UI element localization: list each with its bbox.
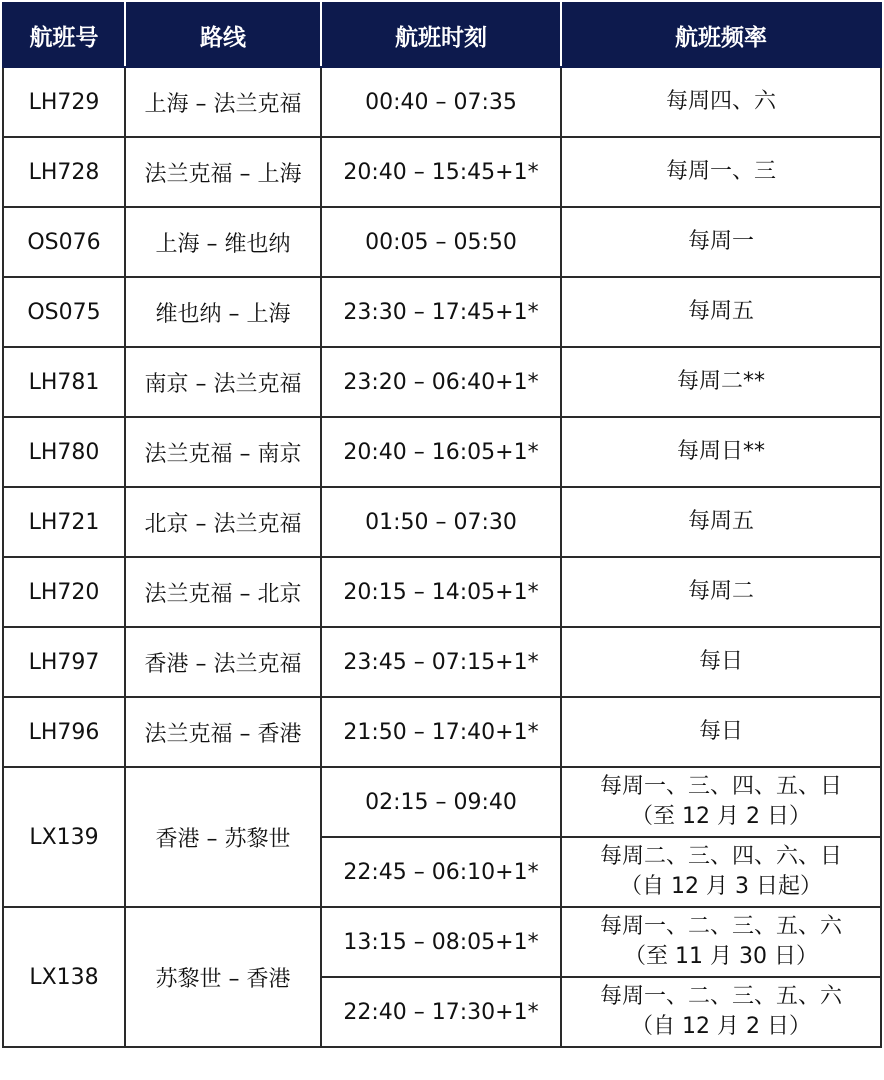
frequency-line: 每周四、六 (665, 89, 776, 114)
flight-number-cell: LH781 (3, 347, 125, 417)
table-row (3, 627, 881, 697)
route-cell: 法兰克福 – 北京 (125, 557, 321, 627)
frequency-line: 每周五 (687, 509, 754, 534)
header-flight-frequency: 航班频率 (561, 3, 881, 67)
flight-time-cell: 01:50 – 07:30 (321, 487, 561, 557)
frequency-cell (561, 417, 881, 487)
route-cell: 香港 – 苏黎世 (125, 767, 321, 907)
flight-number-cell: LH728 (3, 137, 125, 207)
frequency-line: 每日 (698, 719, 743, 744)
route-cell: 上海 – 维也纳 (125, 207, 321, 277)
header-flight-number: 航班号 (3, 3, 125, 67)
route-cell: 北京 – 法兰克福 (125, 487, 321, 557)
route-cell: 上海 – 法兰克福 (125, 67, 321, 137)
flight-time-cell: 22:45 – 06:10+1* (321, 837, 561, 907)
frequency-cell (561, 277, 881, 347)
table-header (3, 3, 881, 67)
table-row (3, 417, 881, 487)
frequency-line: 每周五 (687, 299, 754, 324)
flight-number-cell: LH796 (3, 697, 125, 767)
table-row (3, 487, 881, 557)
flight-time-cell: 02:15 – 09:40 (321, 767, 561, 837)
route-cell: 法兰克福 – 上海 (125, 137, 321, 207)
frequency-cell (561, 137, 881, 207)
flight-time-cell: 23:30 – 17:45+1* (321, 277, 561, 347)
frequency-line: （自 12 月 2 日） (631, 1014, 811, 1039)
flight-number-cell: OS076 (3, 207, 125, 277)
frequency-line: 每周二** (676, 369, 765, 394)
table-row (3, 347, 881, 417)
header-flight-time: 航班时刻 (321, 3, 561, 67)
frequency-line: 每周一、三、四、五、日 (599, 774, 842, 799)
frequency-cell (561, 977, 881, 1047)
frequency-line: （至 12 月 2 日） (631, 804, 811, 829)
frequency-line: 每周一、二、三、五、六 (599, 984, 842, 1009)
flight-schedule-table (2, 2, 882, 1048)
table-row (3, 557, 881, 627)
flight-number-cell: LH780 (3, 417, 125, 487)
frequency-cell (561, 67, 881, 137)
flight-schedule (2, 2, 880, 1048)
flight-time-cell: 23:45 – 07:15+1* (321, 627, 561, 697)
frequency-line: 每日 (698, 649, 743, 674)
frequency-line: 每周一、三 (665, 159, 776, 184)
flight-time-cell: 00:40 – 07:35 (321, 67, 561, 137)
flight-number-cell: LH729 (3, 67, 125, 137)
frequency-cell (561, 907, 881, 977)
route-cell: 法兰克福 – 香港 (125, 697, 321, 767)
flight-time-cell: 20:40 – 16:05+1* (321, 417, 561, 487)
table-row (3, 697, 881, 767)
frequency-cell (561, 557, 881, 627)
frequency-cell (561, 837, 881, 907)
route-cell: 法兰克福 – 南京 (125, 417, 321, 487)
table-row (3, 207, 881, 277)
flight-time-cell: 21:50 – 17:40+1* (321, 697, 561, 767)
table-row (3, 137, 881, 207)
flight-number-cell: LH720 (3, 557, 125, 627)
frequency-cell (561, 487, 881, 557)
frequency-cell (561, 347, 881, 417)
frequency-line: （至 11 月 30 日） (624, 944, 818, 969)
frequency-line: 每周二 (687, 579, 754, 604)
flight-time-cell: 20:40 – 15:45+1* (321, 137, 561, 207)
frequency-line: 每周日** (676, 439, 765, 464)
flight-number-cell: LH721 (3, 487, 125, 557)
frequency-line: 每周二、三、四、六、日 (599, 844, 842, 869)
flight-number-cell: LH797 (3, 627, 125, 697)
frequency-cell (561, 697, 881, 767)
flight-time-cell: 20:15 – 14:05+1* (321, 557, 561, 627)
flight-number-cell: LX138 (3, 907, 125, 1047)
flight-time-cell: 22:40 – 17:30+1* (321, 977, 561, 1047)
flight-time-cell: 13:15 – 08:05+1* (321, 907, 561, 977)
table-body (3, 67, 881, 1047)
route-cell: 苏黎世 – 香港 (125, 907, 321, 1047)
flight-number-cell: LX139 (3, 767, 125, 907)
frequency-cell (561, 627, 881, 697)
header-route: 路线 (125, 3, 321, 67)
frequency-line: （自 12 月 3 日起） (620, 874, 822, 899)
flight-time-cell: 00:05 – 05:50 (321, 207, 561, 277)
flight-time-cell: 23:20 – 06:40+1* (321, 347, 561, 417)
frequency-cell (561, 207, 881, 277)
frequency-line: 每周一 (687, 229, 754, 254)
flight-number-cell: OS075 (3, 277, 125, 347)
table-row (3, 67, 881, 137)
route-cell: 南京 – 法兰克福 (125, 347, 321, 417)
table-row (3, 767, 881, 837)
frequency-cell (561, 767, 881, 837)
header-row (3, 3, 881, 67)
frequency-line: 每周一、二、三、五、六 (599, 914, 842, 939)
route-cell: 香港 – 法兰克福 (125, 627, 321, 697)
table-row (3, 277, 881, 347)
route-cell: 维也纳 – 上海 (125, 277, 321, 347)
table-row (3, 907, 881, 977)
